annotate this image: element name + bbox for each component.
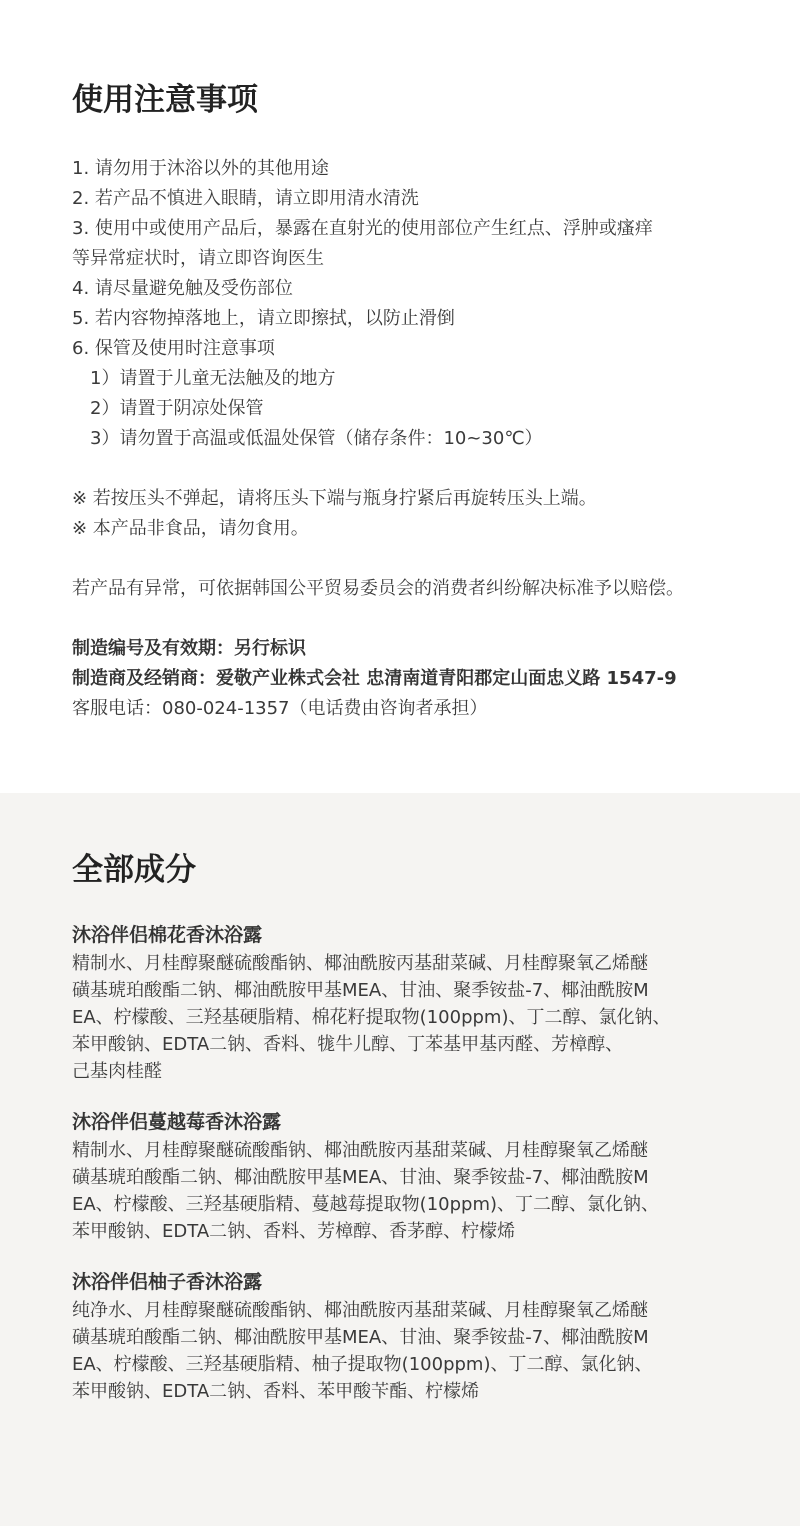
precaution-item: 2. 若产品不慎进入眼睛，请立即用清水清洗 — [72, 188, 419, 209]
ingredient-list — [72, 950, 717, 1085]
ingredient-line: EA、柠檬酸、三羟基硬脂精、棉花籽提取物(100ppm)、丁二醇、氯化钠、 — [72, 1007, 671, 1028]
ingredient-line: 磺基琥珀酸酯二钠、椰油酰胺甲基MEA、甘油、聚季铵盐-7、椰油酰胺M — [72, 980, 649, 1001]
ingredient-line: 磺基琥珀酸酯二钠、椰油酰胺甲基MEA、甘油、聚季铵盐-7、椰油酰胺M — [72, 1167, 649, 1188]
product-cotton — [72, 920, 728, 1085]
compensation-note: 若产品有异常，可依据韩国公平贸易委员会的消费者纠纷解决标准予以赔偿。 — [72, 578, 684, 599]
ingredient-line: EA、柠檬酸、三羟基硬脂精、柚子提取物(100ppm)、丁二醇、氯化钠、 — [72, 1354, 653, 1375]
storage-sub-item: 1）请置于儿童无法触及的地方 — [90, 368, 336, 389]
ingredient-line: 纯净水、月桂醇聚醚硫酸酯钠、椰油酰胺丙基甜菜碱、月桂醇聚氧乙烯醚 — [72, 1300, 648, 1321]
ingredient-line: 苯甲酸钠、EDTA二钠、香料、牻牛儿醇、丁苯基甲基丙醛、芳樟醇、 — [72, 1034, 624, 1055]
precaution-item: 3. 使用中或使用产品后，暴露在直射光的使用部位产生红点、浮肿或瘙痒 — [72, 218, 653, 239]
storage-sub-item: 2）请置于阴凉处保管 — [90, 398, 264, 419]
customer-service-phone: 客服电话：080-024-1357（电话费由咨询者承担） — [72, 698, 488, 719]
ingredient-line: 磺基琥珀酸酯二钠、椰油酰胺甲基MEA、甘油、聚季铵盐-7、椰油酰胺M — [72, 1327, 649, 1348]
ingredient-line: 精制水、月桂醇聚醚硫酸酯钠、椰油酰胺丙基甜菜碱、月桂醇聚氧乙烯醚 — [72, 953, 648, 974]
ingredient-line: 苯甲酸钠、EDTA二钠、香料、苯甲酸苄酯、柠檬烯 — [72, 1381, 480, 1402]
product-name: 沐浴伴侣蔓越莓香沐浴露 — [72, 1111, 282, 1133]
ingredient-line: EA、柠檬酸、三羟基硬脂精、蔓越莓提取物(10ppm)、丁二醇、氯化钠、 — [72, 1194, 660, 1215]
product-cranberry — [72, 1107, 728, 1245]
ingredient-line: 苯甲酸钠、EDTA二钠、香料、芳樟醇、香茅醇、柠檬烯 — [72, 1221, 516, 1242]
ingredient-list — [72, 1297, 717, 1405]
precaution-item: 5. 若内容物掉落地上，请立即擦拭，以防止滑倒 — [72, 308, 455, 329]
ingredient-line: 己基肉桂醛 — [72, 1061, 162, 1082]
product-name: 沐浴伴侣柚子香沐浴露 — [72, 1271, 263, 1293]
precaution-item: 6. 保管及使用时注意事项 — [72, 338, 275, 359]
product-name: 沐浴伴侣棉花香沐浴露 — [72, 924, 263, 946]
precaution-item-continued: 等异常症状时，请立即咨询医生 — [72, 248, 324, 269]
storage-sub-item: 3）请勿置于高温或低温处保管（储存条件：10~30℃） — [90, 428, 543, 449]
usage-precautions-title: 使用注意事项 — [72, 82, 258, 118]
manufacturer-info: 制造商及经销商：爱敬产业株式会社 忠清南道青阳郡定山面忠义路 1547-9 — [72, 668, 677, 689]
ingredients-title: 全部成分 — [72, 852, 196, 888]
ingredient-line: 精制水、月桂醇聚醚硫酸酯钠、椰油酰胺丙基甜菜碱、月桂醇聚氧乙烯醚 — [72, 1140, 648, 1161]
ingredient-list — [72, 1137, 717, 1245]
note-not-food: ※ 本产品非食品，请勿食用。 — [72, 518, 309, 539]
ingredients-section — [0, 793, 800, 1526]
precaution-item: 1. 请勿用于沐浴以外的其他用途 — [72, 158, 329, 179]
product-yuzu — [72, 1267, 728, 1405]
precaution-item: 4. 请尽量避免触及受伤部位 — [72, 278, 293, 299]
manufacture-date-info: 制造编号及有效期：另行标识 — [72, 638, 306, 659]
precautions-list — [72, 154, 728, 724]
note-pump: ※ 若按压头不弹起，请将压头下端与瓶身拧紧后再旋转压头上端。 — [72, 488, 597, 509]
